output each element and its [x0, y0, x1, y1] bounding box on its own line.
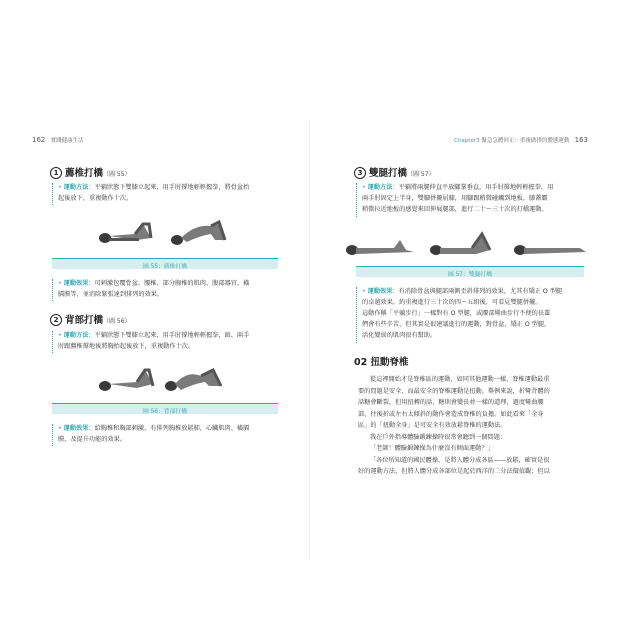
section-1-effect-label: 運動效果 — [63, 280, 89, 287]
left-page-number: 162 — [32, 136, 46, 144]
section-3-method-text-1: ：平躺將兩腿伸直平放腳掌垂直，用手肘撐地輕輕握拳，用 — [392, 184, 554, 191]
section-3-effect-label: 運動效果 — [367, 288, 393, 295]
body-line: 區」的「扭動全身」是可安全有效放鬆脊椎的運動法。 — [358, 422, 507, 429]
section-3-method-label: 運動方法 — [367, 184, 393, 191]
figure-57-caption-bar — [356, 266, 584, 277]
body-line: 從這裡開始才是脊椎區的運動，如同其他運動一樣，脊椎運動最重 — [370, 376, 550, 383]
dotted-guide — [356, 183, 357, 217]
section-1-effect: • 運動效果：可刺激包覆骨盆、腰椎、部分胸椎的肌肉，腹部器官、橫 膈膜等，並消除緊張達到排列的效果。 — [58, 280, 250, 298]
section-2-effect-text-2: 膜，及提升功能的效果。 — [58, 436, 127, 443]
figure-56-illustration — [97, 362, 237, 396]
figure-57-illustration — [344, 228, 589, 260]
body-line: 要的問題是安全，而最安全的脊椎運動是扭動。舉例來說，折彎背體的 — [358, 387, 550, 395]
right-page-number: 163 — [574, 136, 588, 144]
body-line: 部，往後折或左右太傾斜的動作會造成脊椎的負擔。如此看來「全身 — [358, 410, 544, 418]
body-line: 「各位所知道的國民體操，是將人體分成各區——放鬆，確實是很 — [370, 456, 550, 464]
chapter-title: 緊急急體回正：重複做排的體態運動 — [481, 138, 570, 144]
section-3-effect-text-5: 活化變弱的肌肉很有幫助。 — [362, 332, 437, 339]
section-1-effect-text-1: ：可刺激包覆骨盆、腰椎、部分胸椎的肌肉，腹部器官、橫 — [88, 280, 250, 287]
section-heading: 02 扭動脊椎 — [354, 357, 409, 368]
section-1-method-label: 運動方法 — [63, 184, 89, 191]
body-line: 話糖會斷裂，但用扭轉的話，糖則會變長並一樣的道理，過度彎曲腰 — [358, 399, 544, 406]
section-3-method: • 運動方法：平躺將兩腿伸直平放腳掌垂直，用手肘撐地輕輕握拳，用 兩手肘固定上半身，雙腳併攏屈膝，用腳跟稍微碰觸到地板，膝蓋霸 稍微拉近地板的感覺來回伸展腿部，進行二十～三十次的打橋運動。 — [362, 184, 554, 213]
body-line: 好的運動方法，但將人體分成各部位是起於西洋的二分法價值觀；但以 — [358, 468, 550, 475]
section-1-method: • 運動方法：平躺狀態下雙膝立起來，用手肘撐地輕輕握拳，將骨盆抬 起後放下，重複動作十次。 — [58, 184, 250, 202]
section-3-effect-text-4: 們會有些辛苦，但其實是很建議進行的運動，對骨盆、矯正 O 型腿， — [362, 321, 551, 328]
section-1-effect-text-2: 膈膜等，並消除緊張達到排列的效果。 — [58, 291, 164, 298]
body-line: 「老師！體驗鍛鍊操為什麼沒有側面運動？」 — [370, 445, 494, 452]
dotted-guide — [356, 287, 357, 343]
section-2-title — [50, 312, 131, 326]
figure-55-caption-bar — [52, 258, 278, 269]
chapter-label: Chapter3 — [454, 138, 480, 144]
section-3-number: 3 — [354, 167, 366, 179]
section-2-title-text: 背部打橋 — [65, 315, 104, 326]
section-1-number: 1 — [50, 167, 62, 179]
dotted-guide — [52, 331, 53, 353]
section-2-effect-text-1: ：給胸椎和胸部刺激，有排列胸椎放鬆肺，心臟肌肉、橫膈 — [88, 425, 250, 432]
section-3-effect: • 運動效果：有消除骨盆與腿部兩側歪斜排列的效果，尤其有矯正 O 型腿 的卓越效果，約重複進行三十次的四～五組後，可看見雙腿併攏。 這動作稱「平躺步行」一樣對有 O 型腿，或腰部彎曲步行不便的長輩 們會有些辛苦，但其實是很建議進行的運動，對骨盆、矯正 O 型腿， 活化變弱的肌肉很有幫助。 — [362, 288, 563, 339]
book-title: 實踐健康生活 — [50, 138, 84, 144]
section-3-title — [354, 165, 435, 179]
section-2-method-text-1: ：平躺狀態下雙膝立起來，用手肘撐地輕輕握拳，頭、兩手 — [88, 332, 250, 339]
section-3-effect-text-3: 這動作稱「平躺步行」一樣對有 O 型腿，或腰部彎曲步行不便的長輩 — [362, 310, 551, 317]
section-3-effect-text-1: ：有消除骨盆與腿部兩側歪斜排列的效果，尤其有矯正 O 型腿 — [392, 288, 563, 295]
left-header — [32, 136, 84, 144]
section-2-fig-ref: （圖 56） — [103, 318, 131, 325]
section-2-method-text-2: 肘跟薦椎撐地後將胸抬起後放下，重複動作十次。 — [58, 343, 195, 350]
section-3-method-text-2: 兩手肘固定上半身，雙腳併攏屈膝，用腳跟稍微碰觸到地板，膝蓋霸 — [362, 195, 548, 202]
section-2-method-label: 運動方法 — [63, 332, 89, 339]
dotted-guide — [52, 424, 53, 446]
section-3-title-text: 雙腿打橋 — [369, 168, 408, 179]
right-header — [454, 136, 588, 144]
section-1-method-text-1: ：平躺狀態下雙膝立起來，用手肘撐地輕輕握拳，將骨盆抬 — [88, 184, 250, 191]
section-2-effect-label: 運動效果 — [63, 425, 89, 432]
section-2-method: • 運動方法：平躺狀態下雙膝立起來，用手肘撐地輕輕握拳，頭、兩手 肘跟薦椎撐地後將胸抬起後放下，重複動作十次。 — [58, 332, 250, 350]
section-3-fig-ref: （圖 57） — [407, 171, 435, 178]
figure-57-caption: 圖 57：雙腿打橋 — [447, 272, 492, 278]
figure-55-caption: 圖 55：薦椎打橋 — [142, 264, 187, 270]
section-3-effect-text-2: 的卓越效果，約重複進行三十次的四～五組後，可看見雙腿併攏。 — [362, 299, 542, 306]
dotted-guide — [52, 183, 53, 205]
figure-56-caption: 圖 56：背部打橋 — [142, 409, 187, 415]
figure-56-caption-bar — [52, 403, 278, 414]
section-1-title — [50, 165, 131, 179]
section-3-method-text-3: 稍微拉近地板的感覺來回伸展腿部，進行二十～三十次的打橋運動。 — [362, 206, 548, 213]
section-1-method-text-2: 起後放下，重複動作十次。 — [58, 195, 133, 202]
figure-55-illustration — [95, 212, 235, 252]
section-2-number: 2 — [50, 314, 62, 326]
dotted-guide — [52, 279, 53, 301]
section-1-title-text: 薦椎打橋 — [65, 168, 104, 179]
section-2-effect: • 運動效果：給胸椎和胸部刺激，有排列胸椎放鬆肺，心臟肌肉、橫膈 膜，及提升功能的效果。 — [58, 425, 250, 443]
body-line: 我在戶外指導體驗鍛鍊操時很常會聽到一個問題： — [370, 433, 507, 441]
body-text — [358, 374, 590, 478]
section-1-fig-ref: （圖 55） — [103, 171, 131, 178]
right-page — [310, 0, 620, 620]
